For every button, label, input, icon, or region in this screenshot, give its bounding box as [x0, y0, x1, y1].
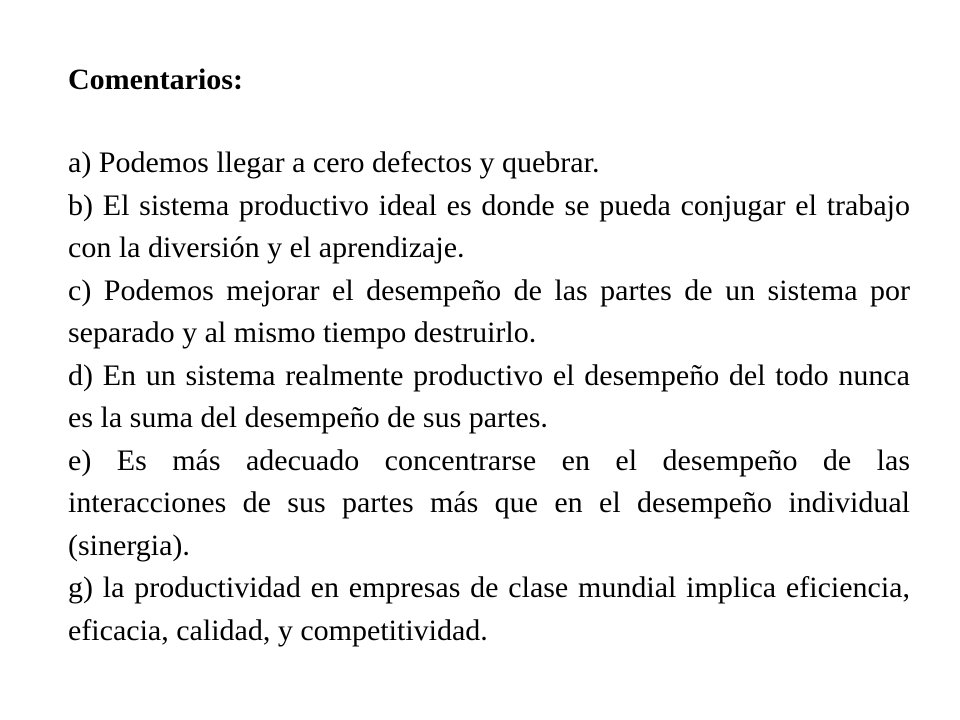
slide-title: Comentarios: [68, 63, 243, 96]
comment-item-a: a) Podemos llegar a cero defectos y quebrar. [68, 146, 600, 179]
comment-item-c: c) Podemos mejorar el desempeño de las partes de un sistema por separado y al mismo tiempo destruirlo. [68, 273, 910, 349]
slide-content [68, 60, 910, 652]
comment-item-e: e) Es más adecuado concentrarse en el desempeño de las interacciones de sus partes más que en el desempeño individual (sinergia). [68, 443, 910, 562]
comment-item-g: g) la productividad en empresas de clase mundial implica eficiencia, eficacia, calidad, y competitividad. [68, 571, 910, 647]
comments-list [68, 142, 910, 652]
comment-item-b: b) El sistema productivo ideal es donde se pueda conjugar el trabajo con la diversión y el aprendizaje. [68, 188, 910, 264]
comment-item-d: d) En un sistema realmente productivo el desempeño del todo nunca es la suma del desempeño de sus partes. [68, 358, 910, 434]
